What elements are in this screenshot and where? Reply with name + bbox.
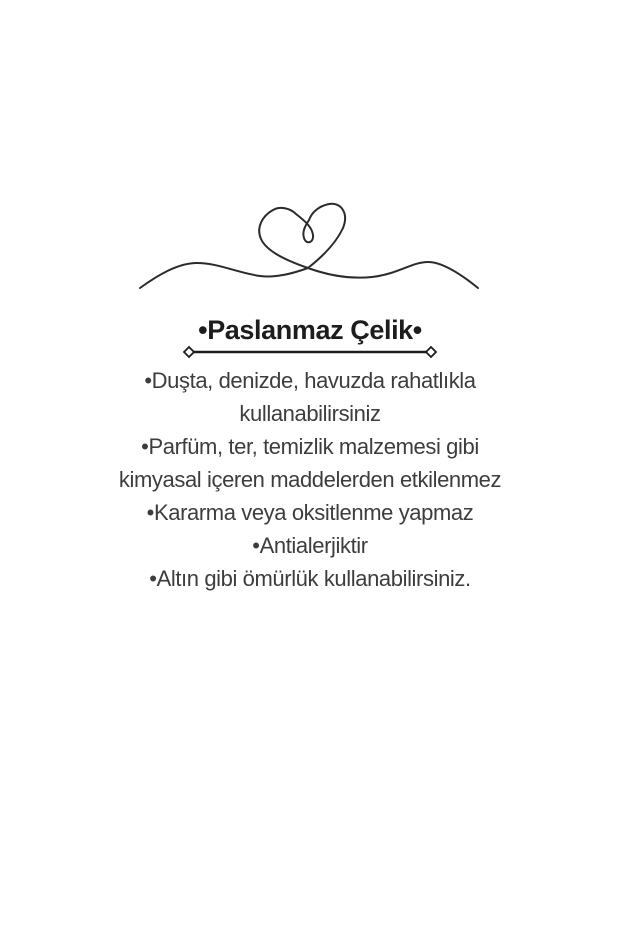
feature-line: •Duşta, denizde, havuzda rahatlıkla — [144, 368, 476, 393]
feature-line: kimyasal içeren maddelerden etkilenmez — [118, 467, 502, 492]
feature-line: •Antialerjiktir — [252, 533, 368, 558]
feature-line: •Kararma veya oksitlenme yapmaz — [146, 500, 474, 525]
heart-squiggle-icon — [128, 194, 488, 298]
page-title: •Paslanmaz Çelik• — [198, 315, 422, 345]
feature-line: kullanabilirsiniz — [239, 401, 381, 426]
feature-line: •Altın gibi ömürlük kullanabilirsiniz. — [149, 566, 471, 591]
title-divider-line — [182, 344, 438, 360]
feature-list — [0, 364, 620, 595]
divider-diamond-right — [426, 347, 436, 357]
divider-diamond-left — [184, 347, 194, 357]
feature-line: •Parfüm, ter, temizlik malzemesi gibi — [141, 434, 479, 459]
